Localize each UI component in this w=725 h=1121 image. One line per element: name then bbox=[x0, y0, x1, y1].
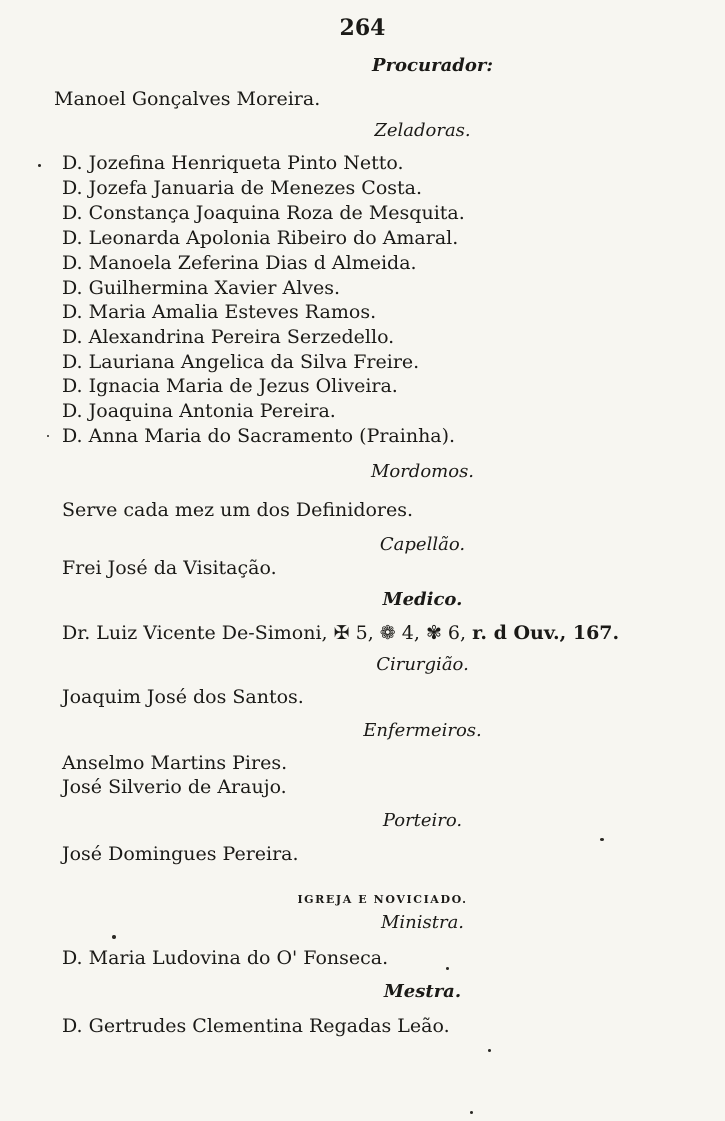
zeladora-name: D. Ignacia Maria de Jezus Oliveira. bbox=[62, 375, 398, 397]
cirurgiao-name: Joaquim José dos Santos. bbox=[62, 686, 304, 708]
ink-speck bbox=[470, 1111, 473, 1114]
cross-symbol-icon: ✠ bbox=[333, 622, 350, 644]
zeladora-name: D. Jozefina Henriqueta Pinto Netto. bbox=[62, 152, 404, 174]
page-number: 264 bbox=[339, 15, 386, 41]
mordomos-heading: Mordomos. bbox=[370, 461, 475, 482]
medico-value-2: 4, bbox=[401, 622, 420, 644]
rose-symbol-icon: ❁ bbox=[379, 622, 396, 644]
ink-speck bbox=[446, 967, 449, 970]
order-symbol-icon: ✾ bbox=[425, 622, 442, 644]
medico-value-1: 5, bbox=[355, 622, 374, 644]
procurador-name: Manoel Gonçalves Moreira. bbox=[54, 88, 321, 110]
ministra-heading: Ministra. bbox=[380, 912, 465, 933]
capellao-name: Frei José da Visitação. bbox=[62, 557, 277, 579]
ink-speck bbox=[47, 435, 49, 437]
mordomos-text: Serve cada mez um dos Definidores. bbox=[62, 499, 414, 521]
enfermeiros-heading: Enfermeiros. bbox=[363, 720, 482, 741]
zeladora-name: D. Maria Amalia Esteves Ramos. bbox=[62, 301, 377, 323]
zeladora-name: D. Joaquina Antonia Pereira. bbox=[62, 400, 336, 422]
procurador-heading: Procurador: bbox=[372, 55, 493, 76]
enfermeiro-name: Anselmo Martins Pires. bbox=[62, 752, 288, 774]
medico-address: r. d Ouv., 167. bbox=[472, 622, 620, 644]
igreja-section-title: IGREJA E NOVICIADO. bbox=[297, 893, 468, 906]
zeladora-name: D. Lauriana Angelica da Silva Freire. bbox=[62, 351, 420, 373]
zeladora-name: D. Constança Joaquina Roza de Mesquita. bbox=[62, 202, 465, 224]
zeladoras-heading: Zeladoras. bbox=[374, 120, 471, 141]
zeladora-name: D. Anna Maria do Sacramento (Prainha). bbox=[62, 425, 456, 447]
ink-speck bbox=[112, 935, 116, 939]
medico-heading: Medico. bbox=[382, 589, 463, 610]
zeladora-name: D. Manoela Zeferina Dias d Almeida. bbox=[62, 252, 417, 274]
zeladora-name: D. Alexandrina Pereira Serzedello. bbox=[62, 326, 395, 348]
ink-speck bbox=[600, 838, 604, 841]
porteiro-heading: Porteiro. bbox=[382, 810, 463, 831]
medico-name: Dr. Luiz Vicente De-Simoni, bbox=[62, 622, 328, 644]
medico-value-3: 6, bbox=[447, 622, 467, 644]
mestra-heading: Mestra. bbox=[383, 981, 462, 1002]
zeladora-name: D. Leonarda Apolonia Ribeiro do Amaral. bbox=[62, 227, 459, 249]
ministra-name: D. Maria Ludovina do O' Fonseca. bbox=[62, 947, 389, 969]
zeladora-name: D. Guilhermina Xavier Alves. bbox=[62, 277, 341, 299]
ink-speck bbox=[38, 164, 41, 167]
mestra-name: D. Gertrudes Clementina Regadas Leão. bbox=[62, 1015, 450, 1037]
cirurgiao-heading: Cirurgião. bbox=[376, 654, 469, 675]
medico-line bbox=[62, 621, 619, 645]
enfermeiro-name: José Silverio de Araujo. bbox=[62, 776, 287, 798]
zeladora-name: D. Jozefa Januaria de Menezes Costa. bbox=[62, 177, 423, 199]
porteiro-name: José Domingues Pereira. bbox=[62, 843, 299, 865]
ink-speck bbox=[488, 1049, 491, 1052]
capellao-heading: Capellão. bbox=[379, 534, 466, 555]
